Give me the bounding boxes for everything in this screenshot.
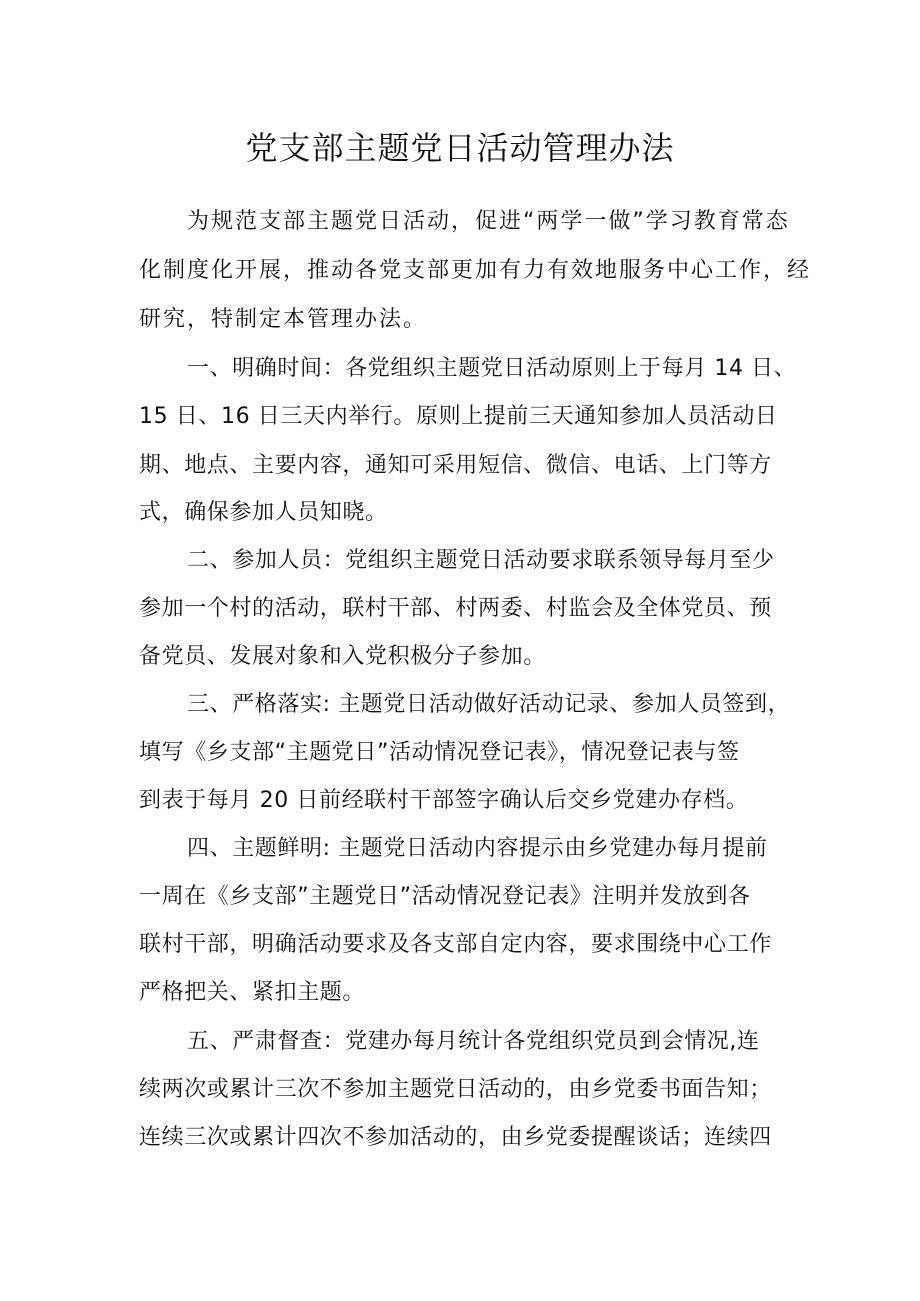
paragraph-line: 三、严格落实: 主题党日活动做好活动记录、参加人员签到， (187, 692, 791, 717)
paragraph-line: 填写《乡支部“主题党日”活动情况登记表》，情况登记表与签 (139, 740, 740, 765)
paragraph-line: 续两次或累计三次不参加主题党日活动的，由乡党委书面告知； (139, 1077, 772, 1102)
paragraph-line: 一、明确时间：各党组织主题党日活动原则上于每月 14 日、 (187, 356, 797, 381)
paragraph-line: 研究，特制定本管理办法。 (139, 307, 428, 332)
paragraph-line: 为规范支部主题党日活动，促进“两学一做”学习教育常态 (187, 209, 790, 234)
document-title: 党支部主题党日活动管理办法 (245, 129, 675, 167)
paragraph-line: 式，确保参加人员知晓。 (139, 500, 388, 525)
paragraph-line: 四、主题鲜明: 主题党日活动内容提示由乡党建办每月提前 (187, 836, 768, 861)
paragraph-line: 参加一个村的活动，联村干部、村两委、村监会及全体党员、预 (139, 596, 772, 621)
paragraph-line: 严格把关、紧扣主题。 (139, 980, 366, 1005)
paragraph-line: 联村干部，明确活动要求及各支部自定内容，要求围绕中心工作 (139, 932, 772, 957)
paragraph-line: 备党员、发展对象和入党积极分子参加。 (139, 644, 546, 669)
paragraph-line: 一周在《乡支部”主题党日”活动情况登记表》注明并发放到各 (139, 884, 751, 909)
paragraph-line: 二、参加人员：党组织主题党日活动要求联系领导每月至少 (187, 548, 775, 573)
paragraph-line: 到表于每月 20 日前经联村干部签字确认后交乡党建办存档。 (139, 788, 749, 813)
paragraph-line: 15 日、16 日三天内举行。原则上提前三天通知参加人员活动日 (139, 404, 778, 429)
paragraph-line: 五、严肃督查：党建办每月统计各党组织党员到会情况,连 (187, 1029, 760, 1054)
paragraph-line: 连续三次或累计四次不参加活动的，由乡党委提醒谈话；连续四 (139, 1125, 772, 1150)
paragraph-line: 化制度化开展，推动各党支部更加有力有效地服务中心工作，经 (139, 258, 812, 283)
paragraph-line: 期、地点、主要内容，通知可采用短信、微信、电话、上门等方 (139, 453, 772, 478)
